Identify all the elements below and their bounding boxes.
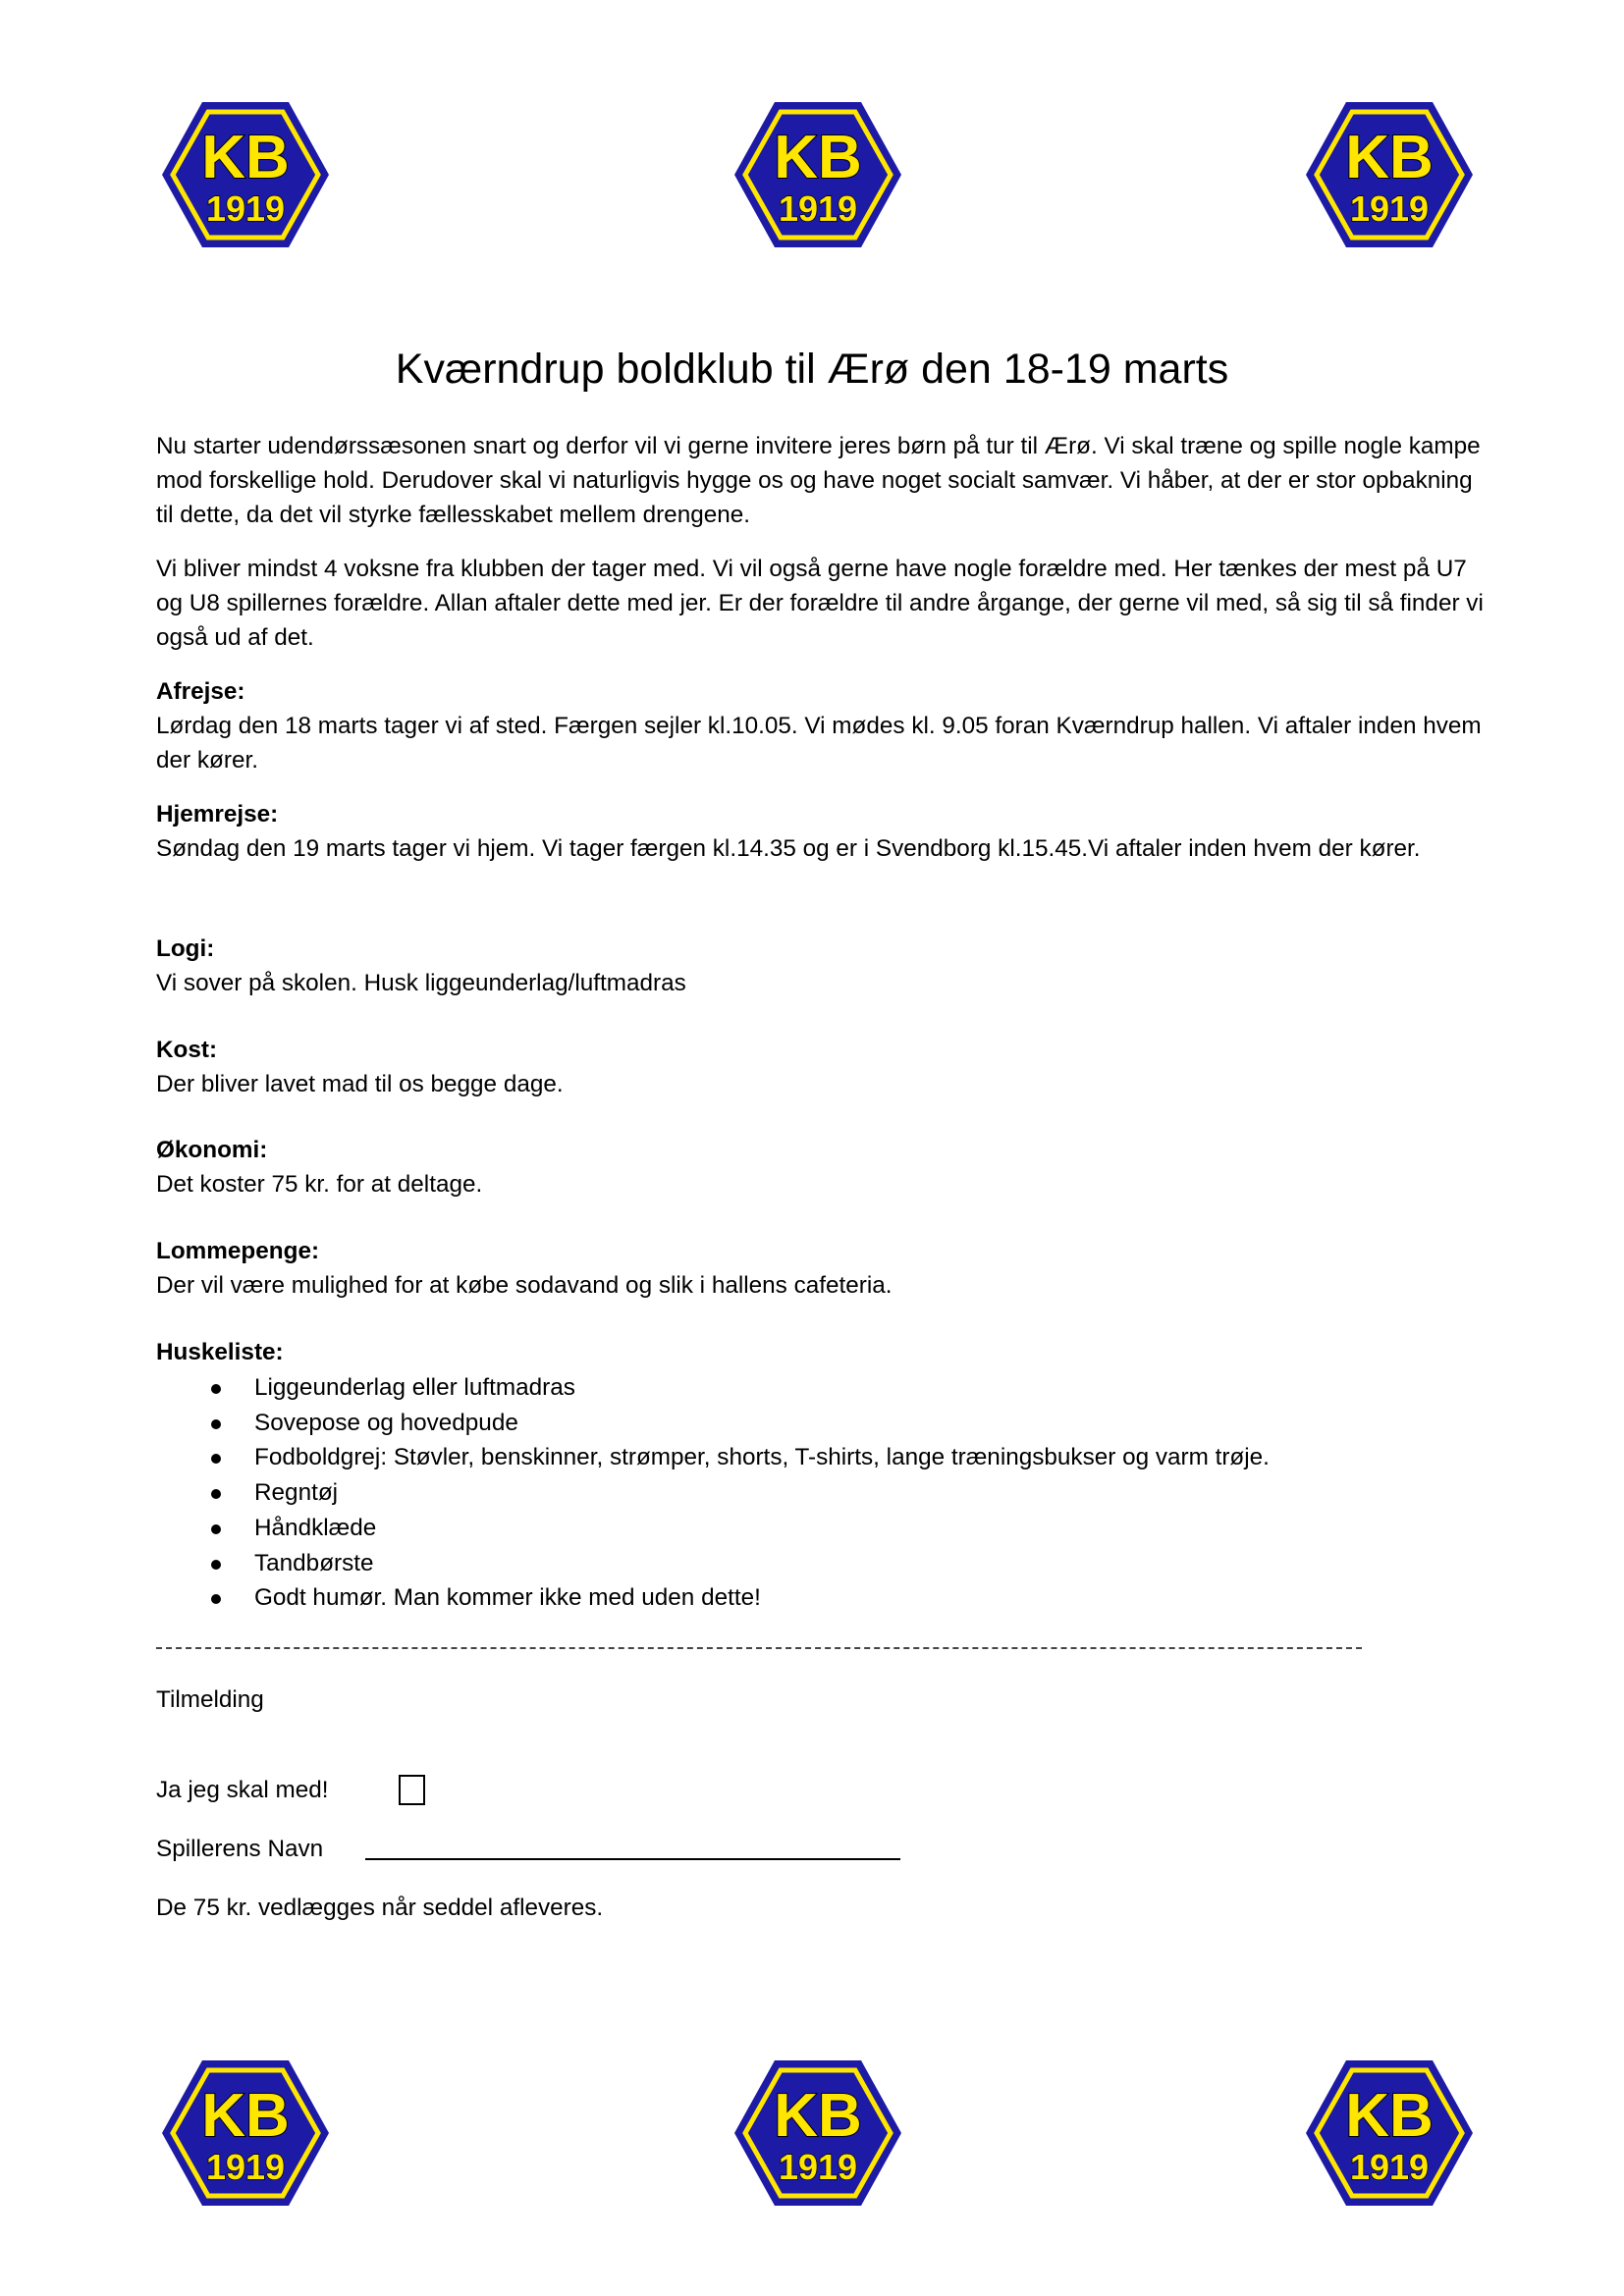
list-item-text: Sovepose og hovedpude bbox=[254, 1409, 518, 1436]
list-item-text: Liggeunderlag eller luftmadras bbox=[254, 1374, 575, 1401]
svg-text:KB: KB bbox=[1345, 2082, 1434, 2150]
club-logo bbox=[731, 99, 904, 250]
section-lommepenge bbox=[156, 1234, 1491, 1303]
svg-text:1919: 1919 bbox=[205, 188, 286, 229]
svg-text:1919: 1919 bbox=[205, 2147, 286, 2187]
club-logo bbox=[1303, 2057, 1476, 2209]
section-text: Der bliver lavet mad til os begge dage. bbox=[156, 1071, 564, 1097]
section-heading: Logi: bbox=[156, 935, 215, 962]
section-hjemrejse bbox=[156, 797, 1491, 866]
section-heading: Hjemrejse: bbox=[156, 801, 279, 828]
list-item bbox=[156, 1580, 1270, 1616]
section-kost bbox=[156, 1033, 1491, 1101]
bullet-icon bbox=[211, 1384, 221, 1394]
list-item-text: Tandbørste bbox=[254, 1549, 374, 1576]
section-heading: Afrejse: bbox=[156, 678, 245, 705]
list-item bbox=[156, 1440, 1270, 1475]
parents-paragraph: Vi bliver mindst 4 voksne fra klubben der tager med. Vi vil også gerne have nogle forældre med. Her tænkes der mest på U7 og U8 spillernes forældre. Allan aftaler dette med jer. Er der forældre til andre årgange, der gerne vil med, så sig til så finder vi også ud af det. bbox=[156, 556, 1484, 651]
bullet-icon bbox=[211, 1560, 221, 1570]
section-heading: Økonomi: bbox=[156, 1137, 268, 1163]
svg-text:KB: KB bbox=[1345, 124, 1434, 191]
svg-text:1919: 1919 bbox=[778, 2147, 858, 2187]
list-item bbox=[156, 1475, 1270, 1511]
section-okonomi bbox=[156, 1133, 1491, 1201]
section-afrejse bbox=[156, 674, 1491, 777]
section-huskeliste bbox=[156, 1335, 1491, 1369]
section-text: Søndag den 19 marts tager vi hjem. Vi tager færgen kl.14.35 og er i Svendborg kl.15.45.Vi aftaler inden hvem der kører. bbox=[156, 835, 1421, 862]
section-logi bbox=[156, 932, 1491, 1000]
svg-text:1919: 1919 bbox=[778, 188, 858, 229]
list-item-text: Fodboldgrej: Støvler, benskinner, strømper, shorts, T-shirts, lange træningsbukser og varm trøje. bbox=[254, 1444, 1270, 1471]
ja-checkbox[interactable] bbox=[399, 1775, 425, 1805]
section-heading: Lommepenge: bbox=[156, 1238, 320, 1264]
bullet-icon bbox=[211, 1489, 221, 1499]
packing-list bbox=[156, 1370, 1270, 1616]
ja-label: Ja jeg skal med! bbox=[156, 1777, 329, 1803]
section-text: Der vil være mulighed for at købe sodavand og slik i hallens cafeteria. bbox=[156, 1272, 893, 1299]
bullet-icon bbox=[211, 1454, 221, 1464]
list-item-text: Håndklæde bbox=[254, 1514, 377, 1541]
section-text: Det koster 75 kr. for at deltage. bbox=[156, 1171, 483, 1198]
list-item bbox=[156, 1370, 1270, 1406]
page-title: Kværndrup boldklub til Ærø den 18-19 marts bbox=[395, 346, 1229, 393]
section-text: Lørdag den 18 marts tager vi af sted. Færgen sejler kl.10.05. Vi mødes kl. 9.05 foran Kværndrup hallen. Vi aftaler inden hvem der kører. bbox=[156, 713, 1482, 774]
club-logo bbox=[731, 2057, 904, 2209]
svg-text:KB: KB bbox=[774, 124, 862, 191]
cut-line bbox=[156, 1647, 1362, 1649]
bullet-icon bbox=[211, 1524, 221, 1534]
payment-note: De 75 kr. vedlægges når seddel afleveres. bbox=[156, 1895, 604, 1921]
bullet-icon bbox=[211, 1594, 221, 1604]
navn-label: Spillerens Navn bbox=[156, 1836, 324, 1862]
club-logo bbox=[1303, 99, 1476, 250]
svg-text:1919: 1919 bbox=[1349, 2147, 1430, 2187]
section-heading: Huskeliste: bbox=[156, 1339, 284, 1365]
signup-heading: Tilmelding bbox=[156, 1686, 264, 1713]
intro-paragraph: Nu starter udendørssæsonen snart og derfor vil vi gerne invitere jeres børn på tur til Ærø. Vi skal træne og spille nogle kampe mod forskellige hold. Derudover skal vi naturligvis hygge os og have noget socialt samvær. Vi håber, at der er stor opbakning til dette, da det vil styrke fællesskabet mellem drengene. bbox=[156, 433, 1481, 528]
section-heading: Kost: bbox=[156, 1037, 218, 1063]
navn-field[interactable] bbox=[365, 1858, 900, 1860]
list-item bbox=[156, 1511, 1270, 1546]
svg-text:1919: 1919 bbox=[1349, 188, 1430, 229]
list-item-text: Godt humør. Man kommer ikke med uden dette! bbox=[254, 1584, 761, 1612]
svg-text:KB: KB bbox=[774, 2082, 862, 2150]
list-item-text: Regntøj bbox=[254, 1479, 339, 1507]
bullet-icon bbox=[211, 1419, 221, 1429]
club-logo bbox=[159, 99, 332, 250]
section-text: Vi sover på skolen. Husk liggeunderlag/luftmadras bbox=[156, 970, 686, 996]
svg-text:KB: KB bbox=[201, 2082, 290, 2150]
list-item bbox=[156, 1546, 1270, 1581]
club-logo bbox=[159, 2057, 332, 2209]
list-item bbox=[156, 1406, 1270, 1441]
svg-text:KB: KB bbox=[201, 124, 290, 191]
